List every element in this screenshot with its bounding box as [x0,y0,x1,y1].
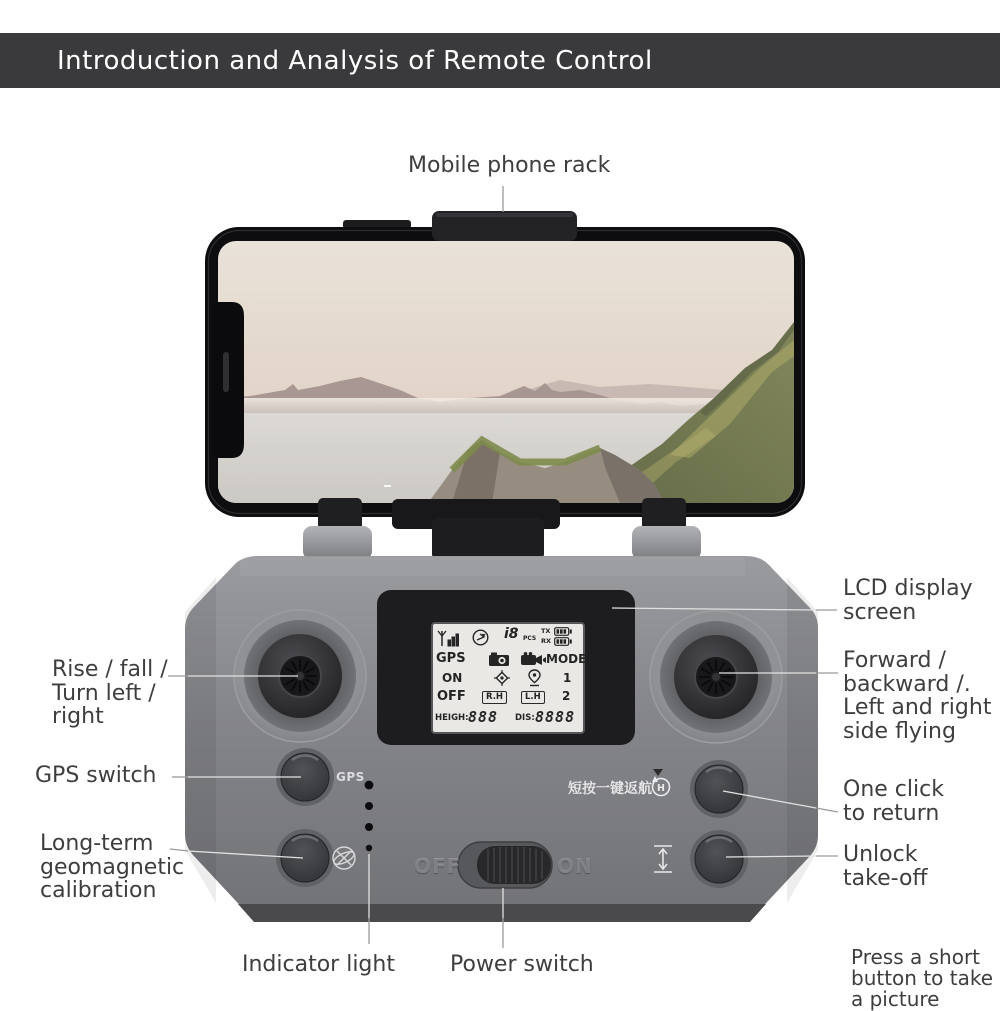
indicator-light-dot [365,781,374,790]
rack-stem [432,518,544,560]
lcd-off-label: OFF [437,689,466,704]
callout-press-short: Press a short button to take a picture [851,945,994,1011]
lcd-tx-label: TX [541,627,551,635]
return-home-cn-label: 短按一键返航 [568,781,652,797]
return-home-button[interactable] [690,760,748,818]
lcd-right-hand-mode: R.H [482,691,507,704]
gps-button-label: GPS [336,770,365,784]
compass-icon [472,629,489,646]
callout-forward-backward: Forward / backward /. Left and right side flying [843,648,992,744]
rx-battery-icon [554,637,572,646]
left-antenna-knob [303,526,372,560]
callout-rise-fall: Rise / fall / Turn left / right [52,657,168,729]
power-off-label: OFF [414,854,462,878]
lcd-rx-label: RX [541,637,552,645]
callout-unlock-takeoff: Unlock take-off [843,842,928,891]
callout-gps-switch: GPS switch [35,763,157,788]
lcd-left-hand-mode: L.H [521,691,545,704]
location-pin-icon [528,669,541,687]
callout-long-term-geomagnetic: Long-term geomagnetic calibration [40,831,185,903]
callout-mobile-phone-rack: Mobile phone rack [408,153,611,178]
tx-battery-icon [554,627,572,636]
controller-bottom-rim [238,904,766,922]
lcd-content [432,623,587,733]
crosshair-icon [494,670,510,686]
right-antenna-knob [632,526,701,560]
lcd-gps-label: GPS [436,651,466,666]
photo-camera-icon [488,652,510,667]
phone-screen-photo [218,241,794,503]
page-title: Introduction and Analysis of Remote Control [57,45,653,76]
lcd-on-label: ON [442,671,463,685]
lcd-mode-label: MODE [546,652,587,666]
power-switch[interactable] [458,842,552,888]
takeoff-button[interactable] [690,830,748,888]
lcd-pcs-count: i8 [504,626,519,642]
mobile-phone-rack [205,211,805,560]
callout-indicator-light: Indicator light [242,952,395,977]
indicator-light-dot [365,802,373,810]
lcd-height-label: HEIGH: [435,713,469,723]
callout-lcd-display: LCD display screen [843,576,973,625]
geomagnetic-calibration-button[interactable] [276,829,334,887]
lcd-pcs-label: PCS [523,635,537,642]
lcd-distance-label: DIS: [515,713,535,723]
indicator-light-dot [366,845,372,851]
lcd-mode2-value: 2 [562,689,571,703]
video-camera-icon [520,652,546,667]
svg-text:H: H [657,783,665,794]
power-on-label: ON [557,854,593,878]
lcd-mode1-value: 1 [563,671,572,685]
right-joystick[interactable] [650,611,782,743]
callout-one-click-return: One click to return [843,777,944,826]
lcd-height-value: 888 [468,708,499,726]
callout-power-switch: Power switch [450,952,594,977]
signal-icon [437,630,461,647]
title-banner [0,33,1000,88]
phone-earpiece-slot [223,352,229,392]
indicator-light-dot [365,823,373,831]
lcd-distance-value: 8888 [535,708,576,726]
